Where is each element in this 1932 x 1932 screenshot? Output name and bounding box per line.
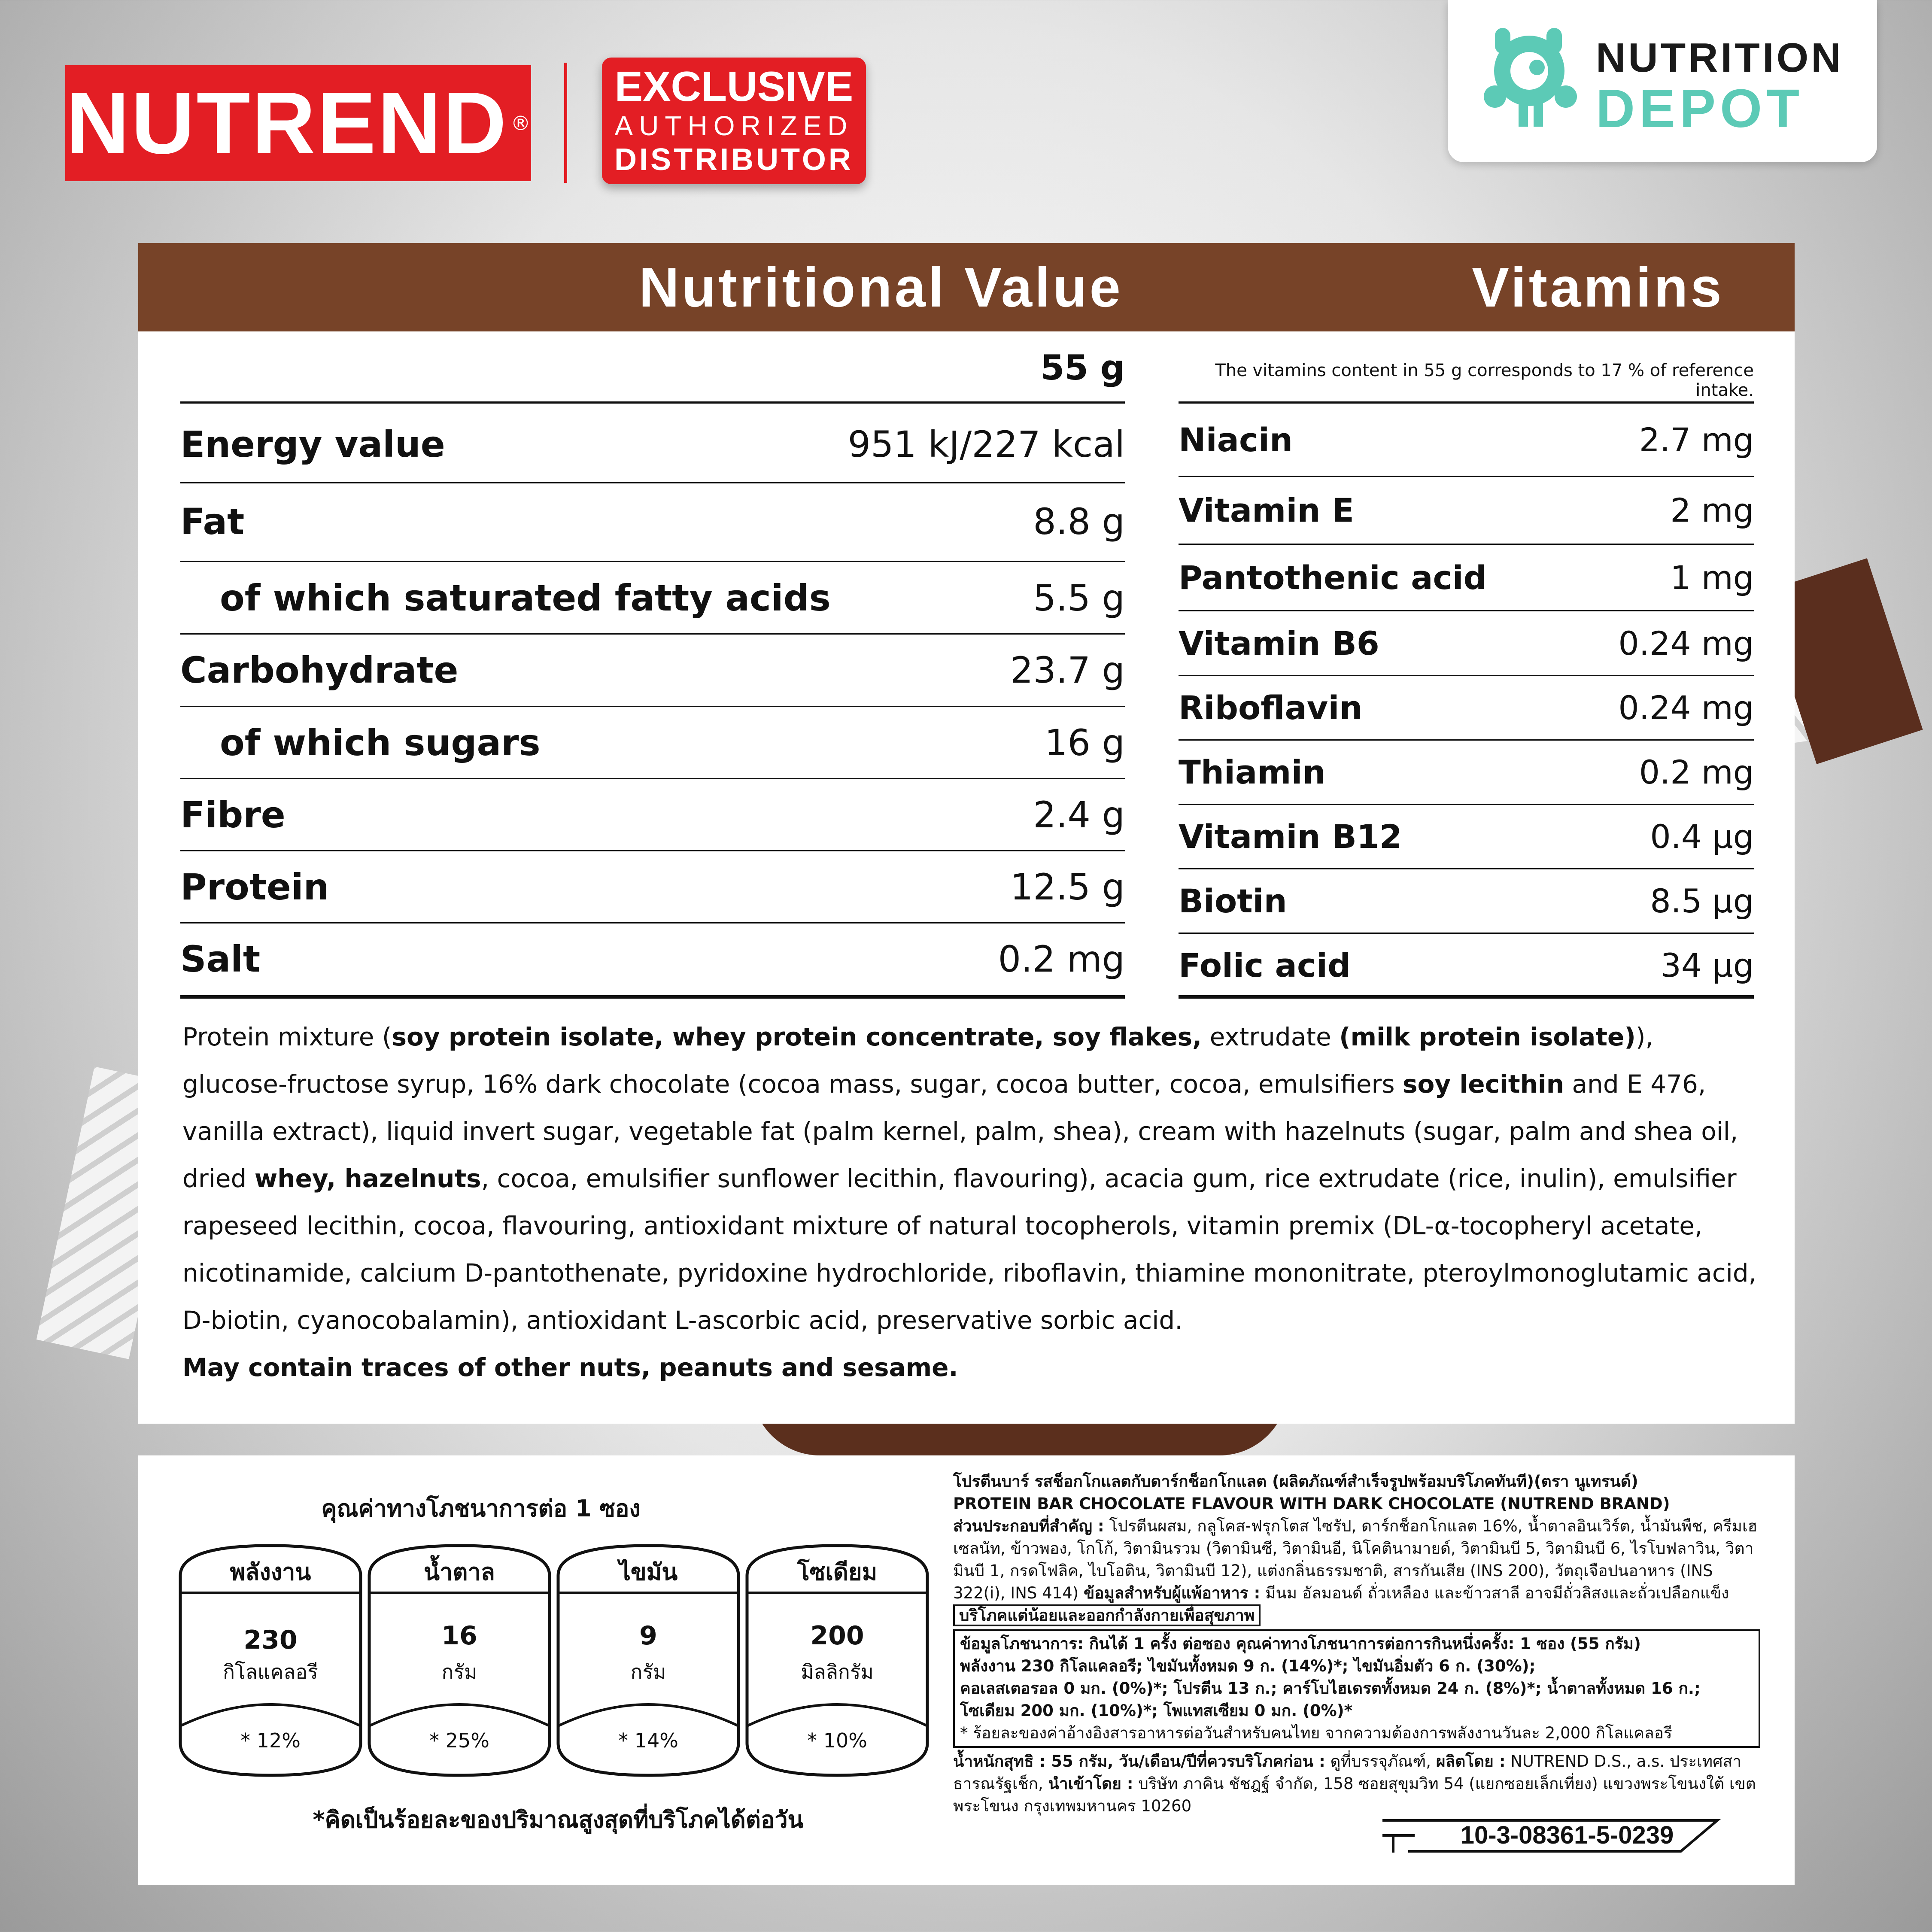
vitamin-row-folic-acid [1179, 934, 1754, 997]
row-value: 16 g [1045, 721, 1125, 764]
row-value: 8.8 g [1033, 501, 1125, 543]
row-label: Pantothenic acid [1179, 558, 1487, 597]
vitamin-row-riboflavin [1179, 676, 1754, 739]
gda-name: ไขมัน [619, 1558, 678, 1586]
row-value: 0.24 mg [1618, 624, 1754, 662]
mascot-icon [1478, 19, 1589, 135]
gda-unit: มิลลิกรัม [801, 1660, 874, 1683]
health-advice: บริโภคแต่น้อยและออกกำลังกายเพื่อสุขภาพ [953, 1604, 1261, 1626]
row-value: 2.7 mg [1639, 420, 1754, 459]
row-label: Vitamin E [1179, 491, 1354, 529]
gda-name: น้ำตาล [424, 1558, 495, 1586]
row-value: 951 kJ/227 kcal [848, 423, 1125, 465]
row-label: Riboflavin [1179, 689, 1363, 727]
nutrition-row-fat [180, 485, 1125, 558]
vitamin-row-vitamin-e [1179, 477, 1754, 544]
thai-title: โปรตีนบาร์ รสช็อกโกแลตกับดาร์กช็อกโกแลต (ผลิตภัณฑ์สำเร็จรูปพร้อมบริโภคทันที)(ตรา นูเทรนด์) [953, 1472, 1638, 1491]
thai-nutrition-facts: ข้อมูลโภชนาการ: กินได้ 1 ครั้ง ต่อซอง คุณค่าทางโภชนาการต่อการกินหนึ่งครั้ง: 1 ซอง (55 กรัม) พลังงาน 230 กิโลแคลอรี; ไขมันทั้งหมด 9 ก. (14%)*; ไขมันอิ่มตัว 6 ก. (30%); คอเลสเตอรอล 0 มก. (0%)*; โปรตีน 13 ก.; คาร์โบไฮเดรตทั้งหมด 24 ก. (8%)*; น้ำตาลทั้งหมด 16 ก.; โซเดียม 200 มก. (10%)*; โพแทสเซียม 0 มก. (0%)* * ร้อยละของค่าอ้างอิงสารอาหารต่อวันสำหรับคนไทย จากความต้องการพลังงานวันละ 2,000 กิโลแคลอรี [953, 1629, 1760, 1748]
row-label: Thiamin [1179, 753, 1326, 791]
nutrend-logo: NUTREND ® [65, 65, 531, 181]
row-label: Biotin [1179, 882, 1287, 920]
row-label: Vitamin B12 [1179, 817, 1402, 856]
gda-name: โซเดียม [797, 1558, 878, 1586]
gda-title: คุณค่าทางโภชนาการต่อ 1 ซอง [321, 1495, 641, 1522]
fda-number: 10-3-08361-5-0239 [1460, 1821, 1674, 1849]
gda-percent: * 25% [429, 1729, 489, 1752]
exclusive-distributor-badge [602, 58, 866, 184]
vitamin-row-biotin [1179, 869, 1754, 933]
table-rule-bottom [180, 995, 1125, 999]
row-label: Vitamin B6 [1179, 624, 1379, 662]
row-label: Carbohydrate [180, 649, 459, 691]
row-label: Niacin [1179, 420, 1293, 459]
english-title: PROTEIN BAR CHOCOLATE FLAVOUR WITH DARK CHOCOLATE (NUTREND BRAND) [953, 1495, 1670, 1513]
nutrition-row-fibre [180, 779, 1125, 850]
vitamin-row-niacin [1179, 404, 1754, 476]
gda-footnote: *คิดเป็นร้อยละของปริมาณสูงสุดที่บริโภคได้ต่อวัน [313, 1806, 804, 1833]
gda-amount: 16 [441, 1621, 477, 1651]
row-value: 34 μg [1660, 946, 1754, 984]
nutrition-row-saturated [180, 562, 1125, 633]
vitamins-heading: Vitamins [1472, 256, 1724, 319]
table-rule [180, 401, 1125, 404]
row-label: of which sugars [220, 721, 541, 764]
nutrition-row-carbohydrate [180, 635, 1125, 705]
panel-header-band [138, 243, 1795, 331]
vitamin-row-thiamin [1179, 741, 1754, 804]
nutritional-value-heading: Nutritional Value [639, 256, 1123, 319]
row-value: 0.4 μg [1650, 817, 1754, 856]
row-label: Protein [180, 866, 329, 908]
vitamin-row-b6 [1179, 611, 1754, 675]
badge-line-2: AUTHORIZED [614, 110, 854, 141]
row-value: 2 mg [1670, 491, 1754, 529]
row-value: 2.4 g [1033, 793, 1125, 836]
gda-percent: * 14% [618, 1729, 678, 1752]
nutrition-row-sugars [180, 707, 1125, 778]
thai-product-label-text [953, 1470, 1760, 1817]
gda-unit: กรัม [441, 1660, 477, 1683]
vitamin-row-pantothenic [1179, 545, 1754, 610]
row-value: 0.24 mg [1618, 689, 1754, 727]
nutrition-row-energy [180, 408, 1125, 481]
nutrition-row-protein [180, 851, 1125, 922]
gda-badges [178, 1541, 930, 1780]
vitamin-row-b12 [1179, 805, 1754, 868]
badge-line-1: EXCLUSIVE [614, 63, 854, 110]
gda-amount: 230 [243, 1625, 298, 1655]
vitamins-note: The vitamins content in 55 g corresponds to 17 % of reference intake. [1215, 361, 1754, 400]
gda-amount: 9 [639, 1621, 657, 1651]
gda-unit: กรัม [630, 1660, 666, 1683]
row-value: 1 mg [1670, 558, 1754, 597]
fda-number-box [1370, 1816, 1765, 1855]
row-label: of which saturated fatty acids [220, 577, 831, 619]
row-value: 23.7 g [1010, 649, 1125, 691]
retailer-name-line-2: DEPOT [1596, 78, 1804, 139]
ingredients-text: Protein mixture (soy protein isolate, whey protein concentrate, soy flakes, extrudate (milk protein isolate)), glucose-fructose syrup, 16% dark chocolate (cocoa mass, sugar, cocoa butter, cocoa, emulsifiers soy lecithin and E 476, vanilla extract), liquid invert sugar, vegetable fat (palm kernel, palm, shea), cream with hazelnuts (sugar, palm and shea oil, dried whey, hazelnuts, cocoa, emulsifier sunflower lecithin, flavouring), acacia gum, rice extrudate (rice, inulin), emulsifier rapeseed lecithin, cocoa, flavouring, antioxidant mixture of natural tocopherols, vitamin premix (DL-α-tocopheryl acetate, nicotinamide, calcium D-pantothenate, pyridoxine hydrochloride, riboflavin, thiamine mononitrate, pteroylmonoglutamic acid, D-biotin, cyanocobalamin), antioxidant L-ascorbic acid, preservative sorbic acid. May contain traces of other nuts, peanuts and sesame. [182, 1013, 1762, 1391]
row-value: 8.5 μg [1650, 882, 1754, 920]
table-rule [180, 561, 1125, 562]
gda-amount: 200 [810, 1621, 864, 1651]
badge-line-3: DISTRIBUTOR [614, 143, 854, 177]
logo-divider [564, 63, 567, 183]
row-label: Fibre [180, 793, 286, 836]
row-value: 0.2 mg [1639, 753, 1754, 791]
table-rule [180, 482, 1125, 483]
thai-ingredients: ส่วนประกอบที่สำคัญ : โปรตีนผสม, กลูโคส-ฟรุกโตส ไซรัป, ดาร์กช็อกโกแลต 16%, น้ำตาลอินเวิร์ต, น้ำมันพืช, ครีมเฮเซลนัท, ข้าวพอง, โกโก้, วิตามินรวม (วิตามินซี, วิตามินอี, นิโคตินามายด์, วิตามินบี 5, วิตามินบี 6, ไรโบฟลาวิน, วิตามินบี 1, กรดโฟลิค, ไบโอติน, วิตามินบี 12), แต่งกลิ่นธรรมชาติ, สารกันเสีย (INS 200), วัตถุเจือปนอาหาร (INS 322(i), INS 414) ข้อมูลสำหรับผู้แพ้อาหาร : มีนม อัลมอนด์ ถั่วเหลือง และข้าวสาลี อาจมีถั่วลิสงและถั่วเปลือกแข็ง บริโภคแต่น้อยและออกกำลังกายเพื่อสุขภาพ [953, 1515, 1760, 1627]
row-label: Energy value [180, 423, 445, 465]
row-value: 12.5 g [1010, 866, 1125, 908]
retailer-name-line-1: NUTRITION [1596, 35, 1844, 81]
allergen-warning: May contain traces of other nuts, peanuts and sesame. [182, 1353, 958, 1382]
row-label: Fat [180, 501, 245, 543]
nutrition-depot-logo [1448, 0, 1877, 162]
gda-percent: * 10% [807, 1729, 867, 1752]
row-label: Salt [180, 938, 261, 980]
row-value: 0.2 mg [998, 938, 1125, 980]
nutrition-row-salt [180, 923, 1125, 994]
serving-size: 55 g [1040, 348, 1125, 388]
gda-unit: กิโลแคลอรี [223, 1660, 318, 1683]
gda-name: พลังงาน [230, 1558, 311, 1586]
row-value: 5.5 g [1033, 577, 1125, 619]
row-label: Folic acid [1179, 946, 1351, 984]
thai-net-weight: น้ำหนักสุทธิ : 55 กรัม, วัน/เดือน/ปีที่ควรบริโภคก่อน : ดูที่บรรจุภัณฑ์, ผลิตโดย : NUTREND D.S., a.s. ประเทศสาธารณรัฐเช็ก, นำเข้าโดย : บริษัท ภาคิน ชัชฎฐ์ จำกัด, 158 ซอยสุขุมวิท 54 (แยกซอยเล็กเที่ยง) แขวงพระโขนงใต้ เขตพระโขนง กรุงเทพมหานคร 10260 [953, 1752, 1756, 1815]
gda-percent: * 12% [240, 1729, 301, 1752]
table-rule-bottom [1179, 995, 1754, 999]
